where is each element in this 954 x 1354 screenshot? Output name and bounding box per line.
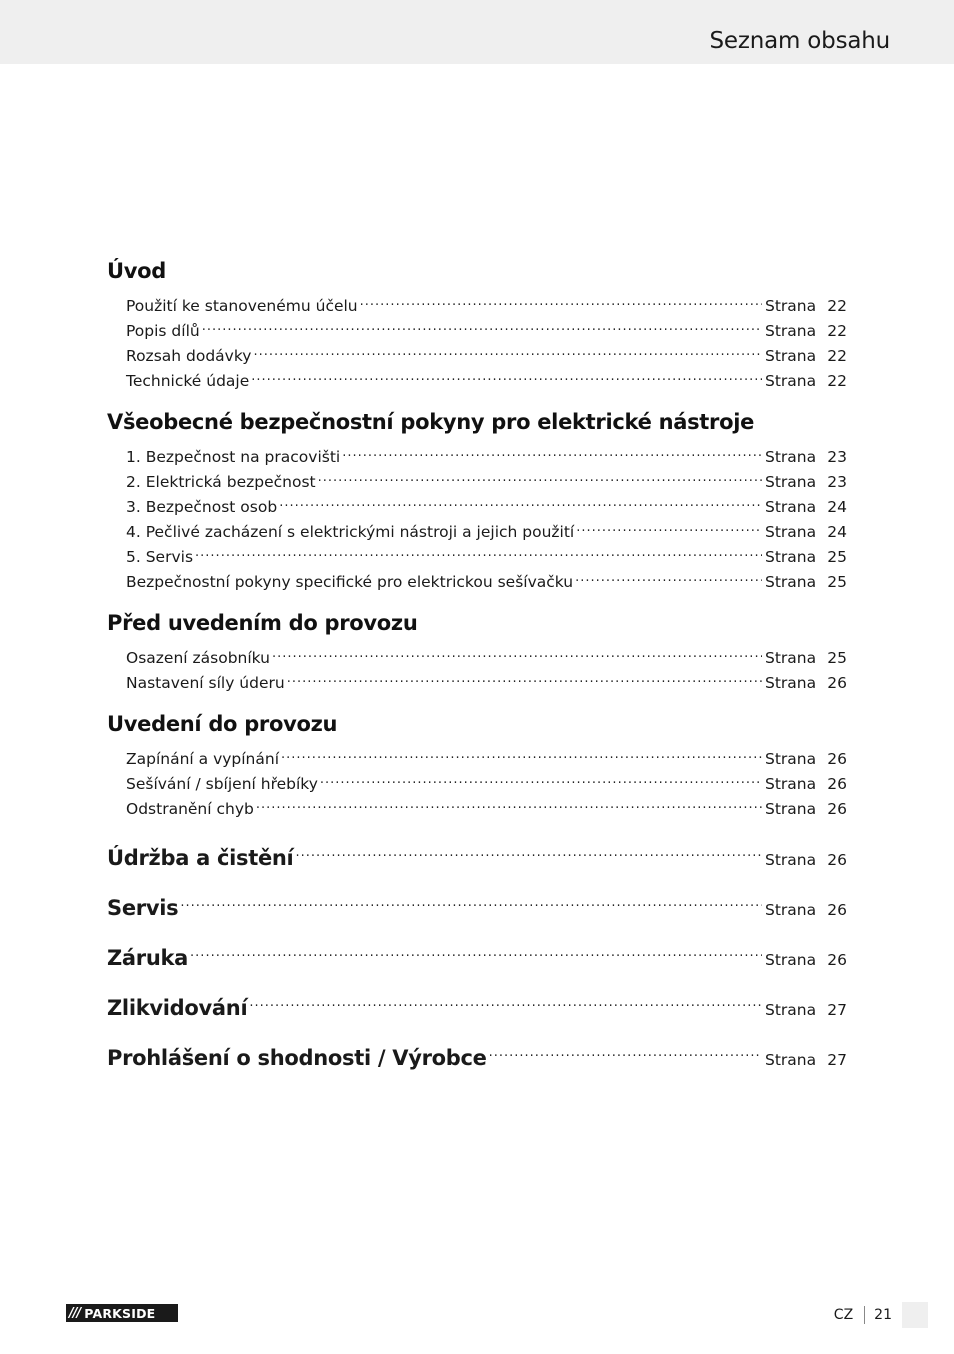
- dot-leader: [318, 462, 762, 487]
- entry-label: 4. Pečlivé zacházení s elektrickými nástroji a jejich použití: [126, 523, 575, 541]
- page-word: Strana: [765, 1001, 817, 1019]
- dot-leader: [360, 286, 762, 311]
- toc-entry[interactable]: [107, 638, 847, 667]
- toc-section-operation: [107, 709, 847, 818]
- page-number-footer: 21: [874, 1307, 892, 1323]
- dot-leader: [281, 739, 762, 764]
- page-number: 24: [827, 498, 847, 516]
- toc-entry[interactable]: [107, 562, 847, 591]
- page-number: 26: [827, 951, 847, 969]
- toc-entry[interactable]: [107, 437, 847, 466]
- dot-leader: [180, 885, 762, 915]
- parkside-logo: [66, 1304, 178, 1322]
- page-number: 22: [827, 347, 847, 365]
- toc-entry[interactable]: [107, 739, 847, 768]
- page-number: 26: [827, 901, 847, 919]
- dot-leader: [489, 1035, 762, 1065]
- dot-leader: [256, 789, 762, 814]
- page-number: 26: [827, 800, 847, 818]
- dot-leader: [272, 638, 762, 663]
- toc-section-safety: [107, 407, 847, 591]
- page-number: 27: [827, 1051, 847, 1069]
- dot-leader: [576, 512, 762, 537]
- table-of-contents: [107, 256, 847, 1070]
- entry-label: 3. Bezpečnost osob: [126, 498, 278, 516]
- toc-main-entry[interactable]: [107, 935, 847, 970]
- dot-leader: [249, 985, 762, 1015]
- page-number: 24: [827, 523, 847, 541]
- toc-entry[interactable]: [107, 537, 847, 566]
- page-number: 23: [827, 473, 847, 491]
- dot-leader: [342, 437, 762, 462]
- page-number: 26: [827, 775, 847, 793]
- page-number: 22: [827, 372, 847, 390]
- page-number: 25: [827, 649, 847, 667]
- page-number: 22: [827, 297, 847, 315]
- entry-label: Záruka: [107, 946, 189, 970]
- entry-label: Rozsah dodávky: [126, 347, 252, 365]
- page-word: Strana: [765, 548, 817, 566]
- toc-section-before-use: [107, 608, 847, 692]
- page-word: Strana: [765, 523, 817, 541]
- dot-leader: [287, 663, 762, 688]
- entry-label: Servis: [107, 896, 179, 920]
- section-heading: Před uvedením do provozu: [107, 611, 418, 635]
- entry-label: Zapínání a vypínání: [126, 750, 280, 768]
- entry-label: Zlikvidování: [107, 996, 248, 1020]
- page-word: Strana: [765, 448, 817, 466]
- dot-leader: [251, 361, 762, 386]
- entry-label: Použití ke stanovenému účelu: [126, 297, 358, 315]
- page-word: Strana: [765, 901, 817, 919]
- entry-label: Bezpečnostní pokyny specifické pro elektrickou sešívačku: [126, 573, 574, 591]
- dot-leader: [279, 487, 762, 512]
- footer-marker-box: [902, 1302, 928, 1328]
- logo-text: PARKSIDE: [84, 1305, 156, 1321]
- toc-main-entry[interactable]: [107, 1035, 847, 1070]
- page-word: Strana: [765, 750, 817, 768]
- page-number: 25: [827, 573, 847, 591]
- page-number: 26: [827, 674, 847, 692]
- page-word: Strana: [765, 473, 817, 491]
- page-number: 26: [827, 851, 847, 869]
- entry-label: Prohlášení o shodnosti / Výrobce: [107, 1046, 487, 1070]
- page-word: Strana: [765, 775, 817, 793]
- page-word: Strana: [765, 322, 817, 340]
- entry-label: Nastavení síly úderu: [126, 674, 285, 692]
- section-heading: Uvedení do provozu: [107, 712, 338, 736]
- page-word: Strana: [765, 851, 817, 869]
- page-number: 23: [827, 448, 847, 466]
- page-word: Strana: [765, 649, 817, 667]
- toc-entry[interactable]: [107, 311, 847, 340]
- dot-leader: [190, 935, 762, 965]
- footer-divider: [864, 1306, 865, 1324]
- entry-label: 5. Servis: [126, 548, 194, 566]
- dot-leader: [575, 562, 762, 587]
- page-word: Strana: [765, 800, 817, 818]
- toc-main-entry[interactable]: [107, 885, 847, 920]
- entry-label: 2. Elektrická bezpečnost: [126, 473, 316, 491]
- entry-label: Osazení zásobníku: [126, 649, 270, 667]
- page-number: 26: [827, 750, 847, 768]
- page-word: Strana: [765, 372, 817, 390]
- page-word: Strana: [765, 1051, 817, 1069]
- entry-label: Popis dílů: [126, 322, 200, 340]
- page-word: Strana: [765, 674, 817, 692]
- page-word: Strana: [765, 297, 817, 315]
- dot-leader: [253, 336, 762, 361]
- section-heading: Všeobecné bezpečnostní pokyny pro elektrické nástroje: [107, 410, 755, 434]
- page-word: Strana: [765, 951, 817, 969]
- entry-label: 1. Bezpečnost na pracovišti: [126, 448, 341, 466]
- entry-label: Údržba a čistění: [107, 846, 294, 870]
- page-number: 25: [827, 548, 847, 566]
- page-number: 27: [827, 1001, 847, 1019]
- page-word: Strana: [765, 347, 817, 365]
- header-band: [0, 0, 954, 64]
- entry-label: Technické údaje: [126, 372, 250, 390]
- toc-main-entry[interactable]: [107, 835, 847, 870]
- toc-main-entry[interactable]: [107, 985, 847, 1020]
- page-word: Strana: [765, 498, 817, 516]
- page-number: 22: [827, 322, 847, 340]
- dot-leader: [320, 764, 762, 789]
- dot-leader: [195, 537, 762, 562]
- language-code: CZ: [833, 1307, 854, 1323]
- section-heading: Úvod: [107, 259, 167, 283]
- footer-page-info: [834, 1306, 892, 1324]
- logo-slashes: ///: [69, 1305, 81, 1321]
- toc-section-uvod: [107, 256, 847, 390]
- page-title: Seznam obsahu: [709, 28, 890, 54]
- dot-leader: [295, 835, 762, 865]
- toc-entry[interactable]: [107, 336, 847, 365]
- page-word: Strana: [765, 573, 817, 591]
- toc-entry[interactable]: [107, 286, 847, 315]
- dot-leader: [202, 311, 762, 336]
- entry-label: Sešívání / sbíjení hřebíky: [126, 775, 318, 793]
- entry-label: Odstranění chyb: [126, 800, 254, 818]
